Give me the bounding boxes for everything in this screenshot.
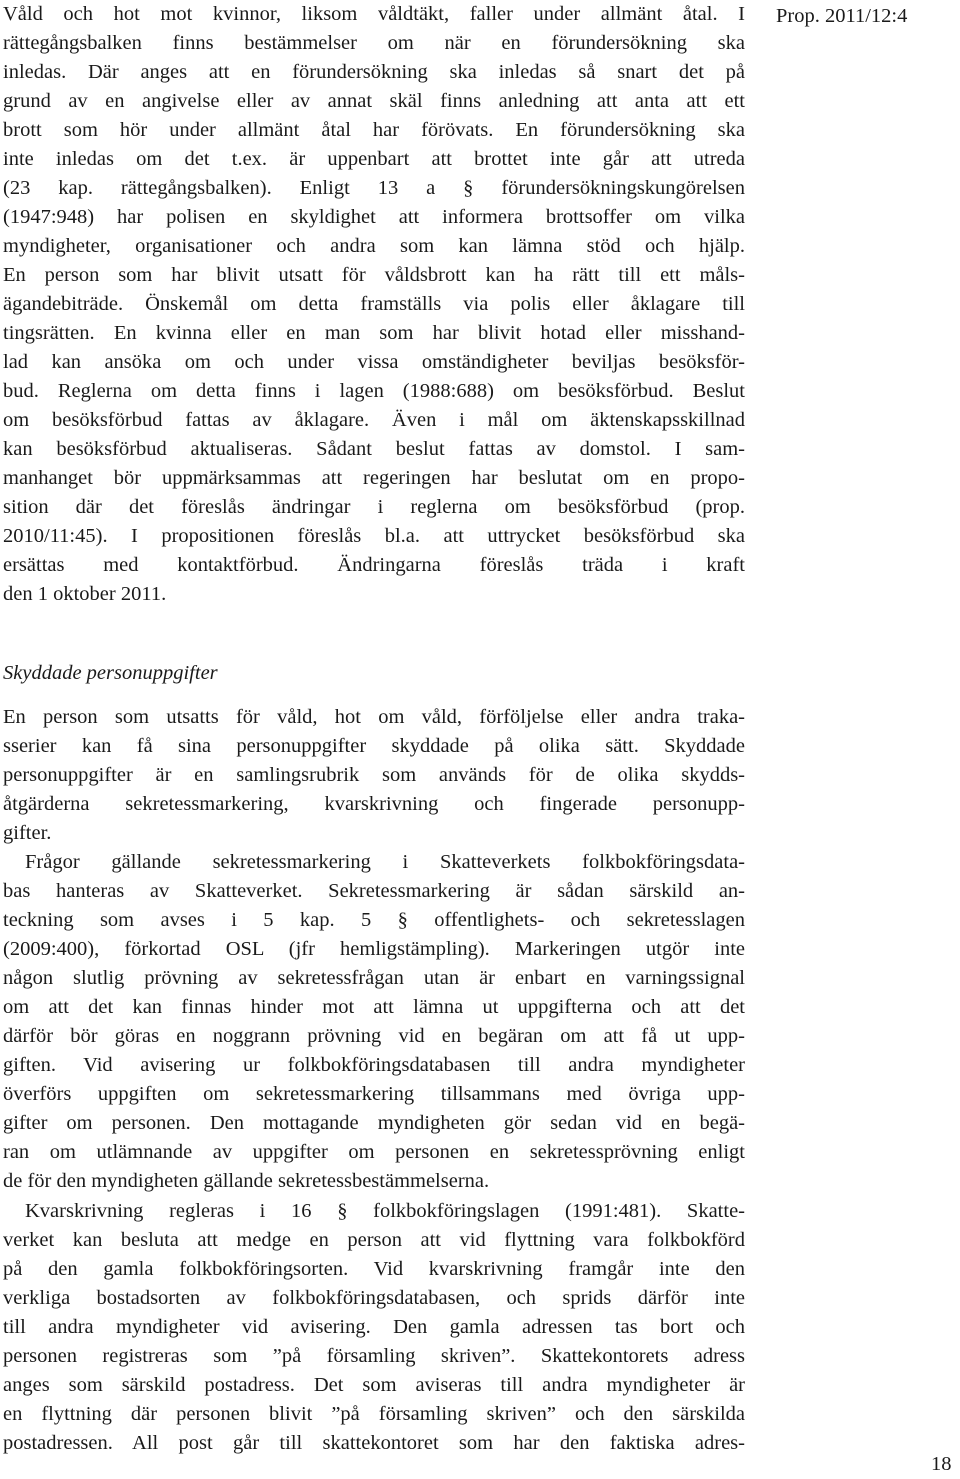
text-line: inte inledas om det t.ex. är uppenbart att brottet inte går att utreda — [3, 148, 745, 170]
text-line: gifter. — [3, 822, 52, 844]
text-line: manhanget bör uppmärksammas att regeringen har beslutat om en propo- — [3, 467, 745, 489]
text-line: En person som utsatts för våld, hot om våld, förföljelse eller andra traka- — [3, 706, 745, 728]
text-line: (23 kap. rättegångsbalken). Enligt 13 a § förundersökningskungörelsen — [3, 177, 745, 199]
text-line: den 1 oktober 2011. — [3, 583, 167, 605]
page-number: 18 — [931, 1453, 952, 1475]
text-line: rättegångsbalken finns bestämmelser om när en förundersökning ska — [3, 32, 745, 54]
text-line: någon slutlig prövning av sekretessfrågan utan är enbart en varningssignal — [3, 967, 745, 989]
text-line: 2010/11:45). I propositionen föreslås bl.a. att uttrycket besöksförbud ska — [3, 525, 745, 547]
text-line: om besöksförbud fattas av åklagare. Även i mål om äktenskapsskillnad — [3, 409, 745, 431]
text-line: överförs uppgiften om sekretessmarkering tillsammans med övriga upp- — [3, 1083, 745, 1105]
text-line: myndigheter, organisationer och andra som kan lämna stöd och hjälp. — [3, 235, 745, 257]
text-line: verkliga bostadsorten av folkbokföringsdatabasen, och sprids därför inte — [3, 1287, 745, 1309]
text-line: personuppgifter är en samlingsrubrik som används för de olika skydds- — [3, 764, 745, 786]
text-line: ersättas med kontaktförbud. Ändringarna föreslås träda i kraft — [3, 554, 745, 576]
text-line: ran om utlämnande av uppgifter om personen en sekretessprövning enligt — [3, 1141, 745, 1163]
text-line: de för den myndigheten gällande sekretessbestämmelserna. — [3, 1170, 490, 1192]
text-line: brott som hör under allmänt åtal har förövats. En förundersökning ska — [3, 119, 745, 141]
text-line: kan besöksförbud aktualiseras. Sådant beslut fattas av domstol. I sam- — [3, 438, 745, 460]
section-heading: Skyddade personuppgifter — [3, 662, 218, 684]
text-line: inledas. Där anges att en förundersökning ska inledas så snart det på — [3, 61, 745, 83]
text-line: bas hanteras av Skatteverket. Sekretessmarkering är sådan särskild an- — [3, 880, 745, 902]
text-line: (2009:400), förkortad OSL (jfr hemligstämpling). Markeringen utgör inte — [3, 938, 745, 960]
paragraph-protected-data-intro — [3, 703, 745, 848]
text-line: Frågor gällande sekretessmarkering i Skatteverkets folkbokföringsdata- — [25, 851, 745, 873]
text-line: till andra myndigheter vid avisering. Den gamla adressen tas bort och — [3, 1316, 745, 1338]
text-line: postadressen. All post går till skattekontoret som har den faktiska adres- — [3, 1432, 745, 1454]
text-line: en flyttning där personen blivit ”på församling skriven” och den särskilda — [3, 1403, 745, 1425]
text-line: åtgärderna sekretessmarkering, kvarskrivning och fingerade personupp- — [3, 793, 745, 815]
text-line: sition där det föreslås ändringar i reglerna om besöksförbud (prop. — [3, 496, 745, 518]
text-line: teckning som avses i 5 kap. 5 § offentlighets- och sekretesslagen — [3, 909, 745, 931]
text-line: lad kan ansöka om och under vissa omständigheter beviljas besöksför- — [3, 351, 745, 373]
text-line: bud. Reglerna om detta finns i lagen (1988:688) om besöksförbud. Beslut — [3, 380, 745, 402]
text-line: En person som har blivit utsatt för våldsbrott kan ha rätt till ett måls- — [3, 264, 745, 286]
text-line: verket kan besluta att medge en person att vid flyttning vara folkbokförd — [3, 1229, 745, 1251]
text-line: därför bör göras en noggrann prövning vid en begäran om att få ut upp- — [3, 1025, 745, 1047]
text-line: gifter om personen. Den mottagande myndigheten gör sedan vid en begä- — [3, 1112, 745, 1134]
text-line: anges som särskild postadress. Det som aviseras till andra myndigheter är — [3, 1374, 745, 1396]
paragraph-secrecy-marking — [3, 848, 745, 1196]
text-line: på den gamla folkbokföringsorten. Vid kvarskrivning framgår inte den — [3, 1258, 745, 1280]
paragraph-crime-reporting — [3, 0, 745, 609]
paragraph-residence-registration — [3, 1197, 745, 1458]
text-line: giften. Vid avisering ur folkbokföringsdatabasen till andra myndigheter — [3, 1054, 745, 1076]
text-line: Kvarskrivning regleras i 16 § folkbokföringslagen (1991:481). Skatte- — [25, 1200, 745, 1222]
text-line: ägandebiträde. Önskemål om detta framställs via polis eller åklagare till — [3, 293, 745, 315]
text-line: tingsrätten. En kvinna eller en man som har blivit hotad eller misshand- — [3, 322, 745, 344]
text-line: sserier kan få sina personuppgifter skyddade på olika sätt. Skyddade — [3, 735, 745, 757]
text-line: personen registreras som ”på församling skriven”. Skattekontorets adress — [3, 1345, 745, 1367]
proposition-reference: Prop. 2011/12:4 — [776, 5, 908, 27]
text-line: Våld och hot mot kvinnor, liksom våldtäkt, faller under allmänt åtal. I — [3, 3, 745, 25]
text-line: grund av en angivelse eller av annat skäl finns anledning att anta att ett — [3, 90, 745, 112]
text-line: om att det kan finnas hinder mot att lämna ut uppgifterna och att det — [3, 996, 745, 1018]
text-line: (1947:948) har polisen en skyldighet att informera brottsoffer om vilka — [3, 206, 745, 228]
